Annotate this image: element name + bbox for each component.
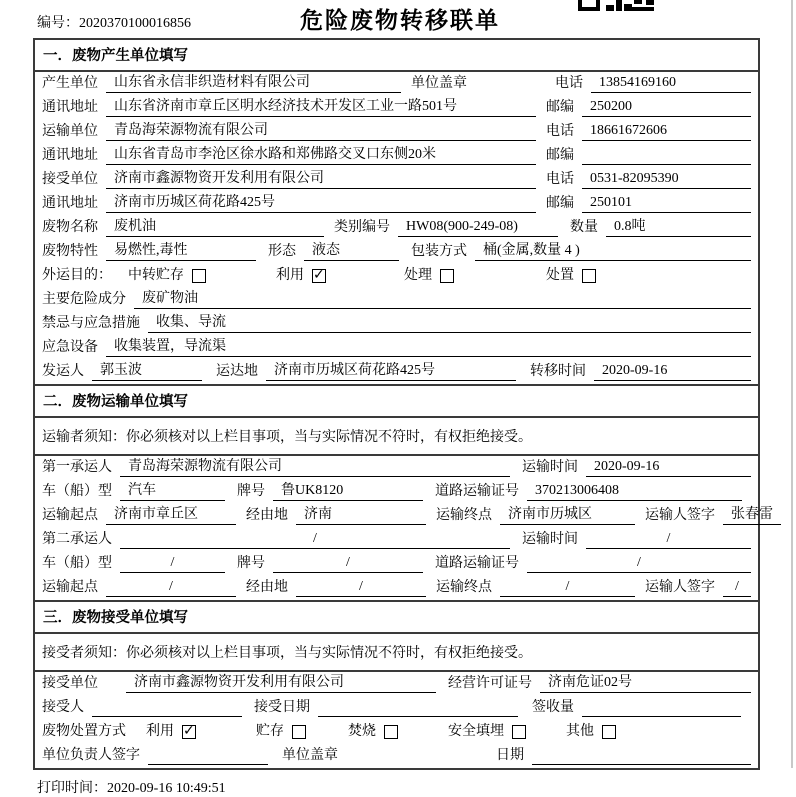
accepting-unit-label: 接受单位	[42, 676, 98, 691]
transporter-notice: 运输者须知：你必须核对以上栏目事项，当与实际情况不符时，有权拒绝接受。	[35, 418, 758, 456]
receiver-address-row	[35, 192, 758, 216]
receiver-zip-value: 250101	[582, 193, 751, 213]
producer-unit-label: 产生单位	[42, 76, 98, 91]
route-end-value: /	[500, 577, 635, 597]
transport-address-row	[35, 144, 758, 168]
via-label: 经由地	[246, 580, 288, 595]
producer-address-value: 山东省济南市章丘区明水经济技术开发区工业一路501号	[106, 97, 536, 117]
unit-seal-label: 单位盖章	[282, 748, 338, 763]
route-row-2	[35, 576, 758, 600]
responsible-signature-label: 单位负责人签字	[42, 748, 140, 763]
checkbox-disposal-utilize[interactable]	[182, 725, 196, 739]
serial-label: 编号：	[37, 16, 79, 31]
first-carrier-label: 第一承运人	[42, 460, 112, 475]
option-label: 其他	[566, 724, 594, 739]
category-code-value: HW08(900-249-08)	[398, 217, 558, 237]
page-title: 危险废物转移联单	[300, 7, 500, 33]
acceptor-label: 接受人	[42, 700, 84, 715]
waste-properties-value: 易燃性,毒性	[106, 241, 256, 261]
outbound-purpose-row	[35, 264, 758, 288]
hazard-components-value: 废矿物油	[134, 289, 751, 309]
dispatcher-row	[35, 360, 758, 384]
vehicle-type-row-2	[35, 552, 758, 576]
phone-label: 电话	[546, 124, 574, 139]
section1-heading: 一．废物产生单位填写	[35, 40, 758, 72]
zip-label: 邮编	[546, 148, 574, 163]
packaging-value: 桶(金属,数量 4 )	[475, 241, 751, 261]
route-row-1	[35, 504, 773, 528]
carrier-signature-value: /	[723, 577, 751, 597]
print-time-label: 打印时间：	[37, 781, 107, 796]
checkbox-disposal-landfill[interactable]	[512, 725, 526, 739]
road-permit-value: /	[527, 553, 751, 573]
serial-value: 2020370100016856	[79, 16, 191, 31]
road-permit-label: 道路运输证号	[435, 556, 519, 571]
accept-date-label: 接受日期	[254, 700, 310, 715]
transfer-time-value: 2020-09-16	[594, 361, 751, 381]
form-value: 液态	[304, 241, 399, 261]
road-permit-label: 道路运输证号	[435, 484, 519, 499]
address-label: 通讯地址	[42, 100, 98, 115]
hazard-components-row	[35, 288, 758, 312]
route-start-value: 济南市章丘区	[106, 505, 236, 525]
disposal-option-incinerate	[348, 722, 398, 741]
outbound-purpose-label: 外运目的：	[42, 268, 112, 283]
waste-properties-label: 废物特性	[42, 244, 98, 259]
responsible-signature-value	[148, 746, 268, 765]
producer-phone-value: 13854169160	[591, 73, 751, 93]
date-value	[532, 746, 751, 765]
second-carrier-label: 第二承运人	[42, 532, 112, 547]
transport-unit-row	[35, 120, 758, 144]
option-label: 利用	[276, 268, 304, 283]
quantity-value: 0.8吨	[606, 217, 751, 237]
road-permit-value: 370213006408	[527, 481, 742, 501]
date-label: 日期	[496, 748, 524, 763]
zip-label: 邮编	[546, 196, 574, 211]
first-carrier-value: 青岛海荣源物流有限公司	[120, 457, 510, 477]
transport-time-value: 2020-09-16	[586, 457, 751, 477]
route-end-value: 济南市历城区	[500, 505, 635, 525]
license-label: 经营许可证号	[448, 676, 532, 691]
via-value: /	[296, 577, 426, 597]
address-label: 通讯地址	[42, 148, 98, 163]
option-label: 中转贮存	[128, 268, 184, 283]
disposal-option-landfill	[448, 722, 526, 741]
waste-properties-row	[35, 240, 758, 264]
accepting-unit-value: 济南市鑫源物资开发利用有限公司	[126, 673, 436, 693]
transport-time-label: 运输时间	[522, 532, 578, 547]
transport-address-value: 山东省青岛市李沧区徐水路和郑佛路交叉口东侧20米	[106, 145, 536, 165]
emergency-equipment-value: 收集装置，导流渠	[106, 337, 751, 357]
checkbox-dispose[interactable]	[582, 269, 596, 283]
producer-zip-value: 250200	[582, 97, 751, 117]
qr-code-fragment-icon	[578, 0, 656, 11]
carrier-signature-label: 运输人签字	[645, 508, 715, 523]
disposal-option-other	[566, 722, 616, 741]
second-carrier-value: /	[120, 529, 510, 549]
transport-time-value: /	[586, 529, 751, 549]
transport-unit-value: 青岛海荣源物流有限公司	[106, 121, 536, 141]
route-end-label: 运输终点	[436, 580, 492, 595]
transport-unit-label: 运输单位	[42, 124, 98, 139]
manifest-table	[33, 38, 773, 770]
disposal-option-store	[256, 722, 306, 741]
document-header	[0, 0, 796, 38]
producer-unit-value: 山东省永信非织造材料有限公司	[106, 73, 401, 93]
purpose-option-transfer-storage	[128, 266, 206, 285]
form-label: 形态	[268, 244, 296, 259]
vehicle-type-label: 车（船）型	[42, 556, 112, 571]
option-label: 处理	[404, 268, 432, 283]
first-carrier-row	[35, 456, 758, 480]
transport-phone-value: 18661672606	[582, 121, 751, 141]
carrier-signature-label: 运输人签字	[645, 580, 715, 595]
vehicle-type-value: 汽车	[120, 481, 225, 501]
plate-value: 鲁UK8120	[273, 481, 423, 501]
page-edge-line	[791, 0, 793, 768]
dispatcher-value: 郭玉波	[92, 361, 202, 381]
option-label: 处置	[546, 268, 574, 283]
checkbox-disposal-store[interactable]	[292, 725, 306, 739]
waste-name-label: 废物名称	[42, 220, 98, 235]
receiver-phone-value: 0531-82095390	[582, 169, 751, 189]
unit-seal-label: 单位盖章	[411, 76, 467, 91]
quantity-label: 数量	[570, 220, 598, 235]
hazard-components-label: 主要危险成分	[42, 292, 126, 307]
route-start-label: 运输起点	[42, 580, 98, 595]
receiver-unit-label: 接受单位	[42, 172, 98, 187]
route-start-label: 运输起点	[42, 508, 98, 523]
address-label: 通讯地址	[42, 196, 98, 211]
emergency-measures-row	[35, 312, 758, 336]
purpose-option-utilize	[276, 266, 326, 285]
receiver-address-value: 济南市历城区荷花路425号	[106, 193, 536, 213]
purpose-option-treat	[404, 266, 454, 285]
route-start-value: /	[106, 577, 236, 597]
waste-name-row	[35, 216, 758, 240]
via-value: 济南	[296, 505, 426, 525]
phone-label: 电话	[555, 76, 583, 91]
disposal-option-utilize	[146, 722, 196, 741]
zip-label: 邮编	[546, 100, 574, 115]
receiver-unit-row	[35, 168, 758, 192]
emergency-equipment-label: 应急设备	[42, 340, 98, 355]
checkbox-treat[interactable]	[440, 269, 454, 283]
vehicle-type-row-1	[35, 480, 758, 504]
plate-label: 牌号	[237, 484, 265, 499]
option-label: 焚烧	[348, 724, 376, 739]
print-time	[37, 777, 796, 797]
disposal-method-row	[35, 720, 758, 744]
producer-address-row	[35, 96, 758, 120]
license-value: 济南危证02号	[540, 673, 751, 693]
acceptor-row	[35, 696, 758, 720]
transport-time-label: 运输时间	[522, 460, 578, 475]
via-label: 经由地	[246, 508, 288, 523]
transport-zip-value	[582, 146, 751, 165]
producer-unit-row	[35, 72, 758, 96]
vehicle-type-label: 车（船）型	[42, 484, 112, 499]
checkbox-utilize[interactable]	[312, 269, 326, 283]
section3-heading: 三．废物接受单位填写	[35, 600, 758, 634]
responsible-signature-row	[35, 744, 758, 768]
category-code-label: 类别编号	[334, 220, 390, 235]
received-qty-value	[582, 698, 741, 717]
section2-heading: 二．废物运输单位填写	[35, 384, 758, 418]
plate-value: /	[273, 553, 423, 573]
checkbox-transfer-storage[interactable]	[192, 269, 206, 283]
emergency-measures-value: 收集、导流	[148, 313, 751, 333]
receiver-notice: 接受者须知：你必须核对以上栏目事项，当与实际情况不符时，有权拒绝接受。	[35, 634, 758, 672]
accept-date-value	[318, 698, 518, 717]
option-label: 利用	[146, 724, 174, 739]
route-end-label: 运输终点	[436, 508, 492, 523]
option-label: 贮存	[256, 724, 284, 739]
disposal-method-label: 废物处置方式	[42, 724, 126, 739]
packaging-label: 包装方式	[411, 244, 467, 259]
destination-label: 运达地	[216, 364, 258, 379]
receiver-unit-value: 济南市鑫源物资开发利用有限公司	[106, 169, 536, 189]
emergency-measures-label: 禁忌与应急措施	[42, 316, 140, 331]
plate-label: 牌号	[237, 556, 265, 571]
waste-name-value: 废机油	[106, 217, 324, 237]
print-time-value: 2020-09-16 10:49:51	[107, 781, 226, 796]
checkbox-disposal-other[interactable]	[602, 725, 616, 739]
option-label: 安全填埋	[448, 724, 504, 739]
second-carrier-row	[35, 528, 758, 552]
purpose-option-dispose	[546, 266, 596, 285]
accepting-unit-row	[35, 672, 758, 696]
phone-label: 电话	[546, 172, 574, 187]
checkbox-disposal-incinerate[interactable]	[384, 725, 398, 739]
transfer-time-label: 转移时间	[530, 364, 586, 379]
dispatcher-label: 发运人	[42, 364, 84, 379]
carrier-signature-value: 张春雷	[723, 505, 781, 525]
received-qty-label: 签收量	[532, 700, 574, 715]
destination-value: 济南市历城区荷花路425号	[266, 361, 516, 381]
acceptor-value	[92, 698, 242, 717]
emergency-equipment-row	[35, 336, 758, 360]
vehicle-type-value: /	[120, 553, 225, 573]
